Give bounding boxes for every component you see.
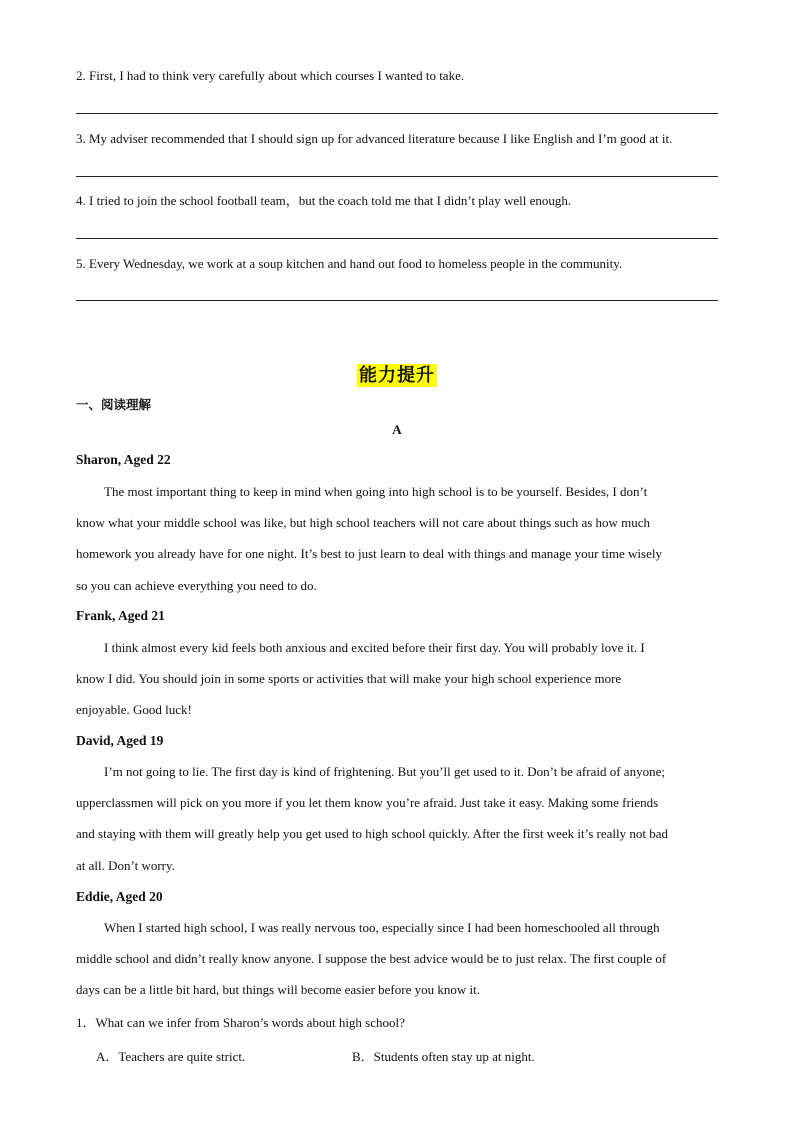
speaker-name: Eddie, Aged 20: [76, 889, 163, 904]
speaker-name: David, Aged 19: [76, 733, 164, 748]
paragraph-line: The most important thing to keep in mind when going into high school is to be yourself. Besides, I don’t: [104, 484, 648, 499]
paragraph-line: middle school and didn’t really know anyone. I suppose the best advice would be to just relax. The first couple of: [76, 951, 667, 967]
paragraph-line: know I did. You should join in some sports or activities that will make your high school experience more: [76, 671, 622, 687]
paragraph-line: at all. Don’t worry.: [76, 857, 175, 873]
paragraph-line: enjoyable. Good luck!: [76, 702, 192, 718]
paragraph-line: When I started high school, I was really nervous too, especially since I had been homeschooled all through: [104, 920, 660, 935]
paragraph-line: upperclassmen will pick on you more if you let them know you’re afraid. Just take it easy. Making some friends: [76, 795, 659, 811]
translation-item-5: 5. Every Wednesday, we work at a soup kitchen and hand out food to homeless people in the community.: [76, 256, 623, 271]
paragraph-line: I think almost every kid feels both anxious and excited before their first day. You will probably love it. I: [104, 640, 645, 655]
answer-line-4: [76, 238, 718, 239]
question-text: 1．What can we infer from Sharon’s words about high school?: [76, 1015, 405, 1030]
translation-item-3: 3. My adviser recommended that I should sign up for advanced literature because I like English and I’m good at it.: [76, 131, 673, 146]
paragraph-line: so you can achieve everything you need to do.: [76, 577, 317, 593]
answer-line-3: [76, 176, 718, 177]
speaker-paragraph: [76, 764, 718, 889]
option-b[interactable]: B．Students often stay up at night.: [352, 1049, 535, 1064]
section-heading-wrap: [0, 361, 794, 387]
paragraph-line: know what your middle school was like, but high school teachers will not care about things such as how much: [76, 515, 651, 531]
speaker-paragraph: [76, 920, 718, 1014]
translation-item-4: 4. I tried to join the school football team，but the coach told me that I didn’t play well enough.: [76, 193, 572, 208]
speaker-name: Sharon, Aged 22: [76, 452, 171, 467]
option-a[interactable]: A．Teachers are quite strict.: [96, 1049, 246, 1064]
answer-line-2: [76, 113, 718, 114]
paragraph-line: days can be a little bit hard, but things will become easier before you know it.: [76, 982, 480, 998]
paragraph-line: I’m not going to lie. The first day is kind of frightening. But you’ll get used to it. Don’t be afraid of anyone;: [104, 764, 665, 779]
passage-label: A: [392, 422, 402, 437]
speaker-paragraph: [76, 484, 718, 609]
paragraph-line: homework you already have for one night. It’s best to just learn to deal with things and manage your time wisely: [76, 546, 662, 562]
translation-item-2: 2. First, I had to think very carefully about which courses I wanted to take.: [76, 68, 465, 83]
speaker-paragraph: [76, 640, 718, 734]
speaker-name: Frank, Aged 21: [76, 608, 165, 623]
subsection-title: 一、阅读理解: [76, 397, 152, 412]
paragraph-line: and staying with them will greatly help you get used to high school quickly. After the first week it’s really not bad: [76, 826, 668, 842]
answer-line-5: [76, 300, 718, 301]
section-heading: 能力提升: [359, 365, 435, 386]
